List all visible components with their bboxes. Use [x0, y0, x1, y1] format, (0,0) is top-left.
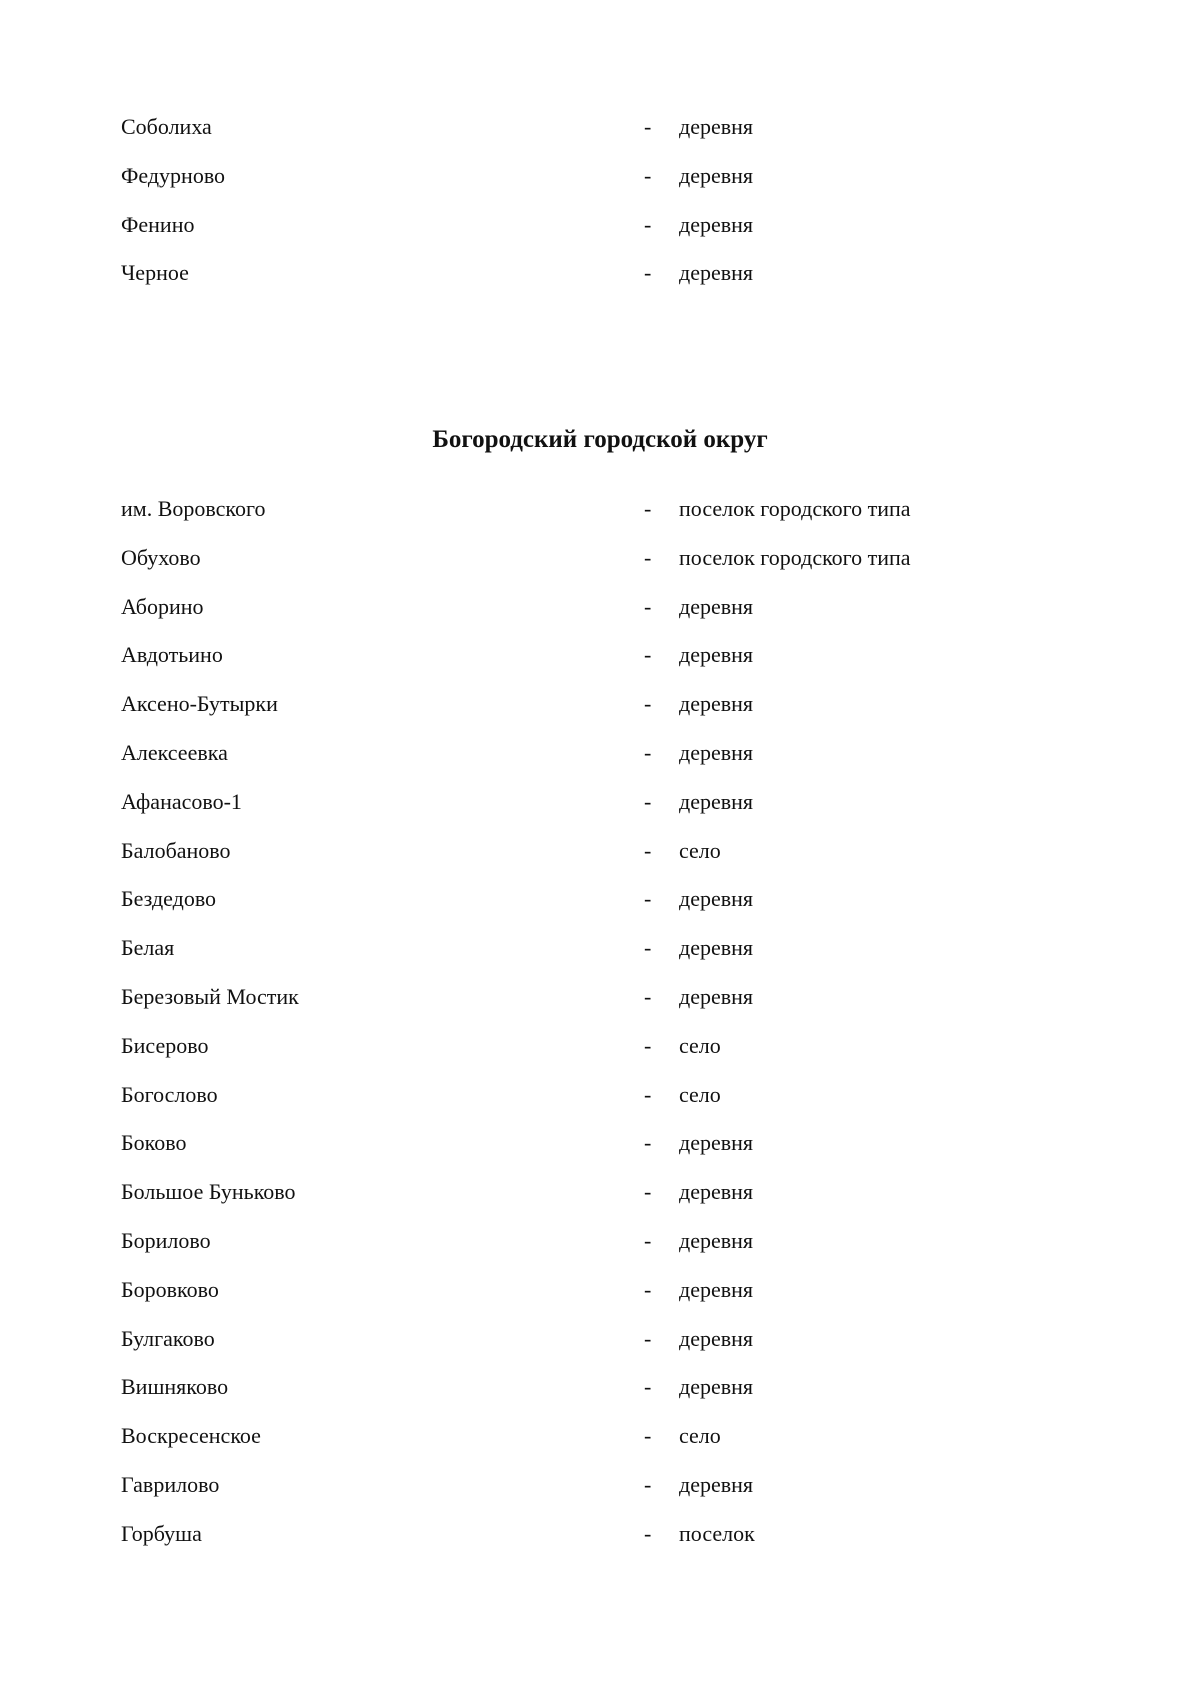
- list-item: [0, 1266, 1200, 1315]
- list-item: [0, 631, 1200, 680]
- settlement-name: Обухово: [121, 544, 201, 570]
- separator-dash: -: [644, 691, 652, 717]
- list-item: [0, 1510, 1200, 1559]
- separator-dash: -: [644, 260, 652, 286]
- settlement-type: поселок: [679, 1520, 755, 1546]
- separator-dash: -: [644, 114, 652, 139]
- settlement-type: деревня: [679, 162, 754, 188]
- list-item: [0, 485, 1200, 534]
- settlement-name: Вишняково: [121, 1374, 229, 1400]
- separator-dash: -: [644, 788, 652, 814]
- settlement-name: Борилово: [121, 1227, 211, 1253]
- settlement-type: деревня: [679, 935, 754, 961]
- list-item: [0, 680, 1200, 729]
- section-heading: Богородский городской округ: [432, 426, 768, 453]
- settlement-name: Алексеевка: [121, 739, 228, 765]
- settlement-name: Аборино: [121, 593, 204, 619]
- settlement-name: Балобаново: [121, 837, 231, 863]
- settlement-type: деревня: [679, 1227, 754, 1253]
- separator-dash: -: [644, 886, 652, 912]
- list-item: [0, 924, 1200, 973]
- separator-dash: -: [644, 1471, 652, 1497]
- separator-dash: -: [644, 935, 652, 961]
- settlement-name: Черное: [121, 260, 189, 286]
- separator-dash: -: [644, 544, 652, 570]
- settlement-type: деревня: [679, 1471, 754, 1497]
- settlement-name: Боровково: [121, 1276, 219, 1302]
- settlement-name: Боково: [121, 1130, 187, 1156]
- settlement-name: Белая: [121, 935, 175, 961]
- list-item: [0, 1363, 1200, 1412]
- settlement-name: Фенино: [121, 211, 195, 237]
- settlement-name: Авдотьино: [121, 642, 223, 668]
- settlement-type: село: [679, 1081, 721, 1107]
- settlement-name: Бисерово: [121, 1032, 209, 1058]
- separator-dash: -: [644, 1374, 652, 1400]
- list-item: [0, 827, 1200, 876]
- separator-dash: -: [644, 1130, 652, 1156]
- settlement-name: Березовый Мостик: [121, 983, 299, 1009]
- list-item: [0, 1022, 1200, 1071]
- list-item: [0, 1315, 1200, 1364]
- settlement-name: Афанасово-1: [121, 788, 242, 814]
- separator-dash: -: [644, 739, 652, 765]
- list-item: [0, 1168, 1200, 1217]
- settlement-name: Большое Буньково: [121, 1179, 296, 1205]
- separator-dash: -: [644, 593, 652, 619]
- settlement-type: деревня: [679, 642, 754, 668]
- separator-dash: -: [644, 1032, 652, 1058]
- settlement-type: деревня: [679, 983, 754, 1009]
- separator-dash: -: [644, 1227, 652, 1253]
- list-item: [0, 1071, 1200, 1120]
- settlement-type: деревня: [679, 739, 754, 765]
- settlement-type: деревня: [679, 1325, 754, 1351]
- separator-dash: -: [644, 837, 652, 863]
- settlement-type: деревня: [679, 1130, 754, 1156]
- settlement-name: им. Воровского: [121, 496, 266, 521]
- settlement-name: Федурново: [121, 162, 226, 188]
- settlement-type: деревня: [679, 114, 754, 139]
- settlement-name: Гаврилово: [121, 1471, 220, 1497]
- list-item: [0, 1217, 1200, 1266]
- list-item: [0, 583, 1200, 632]
- settlement-type: деревня: [679, 593, 754, 619]
- settlement-list-previous: [0, 103, 1200, 298]
- list-item: [0, 249, 1200, 298]
- settlement-name: Булгаково: [121, 1325, 215, 1351]
- settlement-type: деревня: [679, 788, 754, 814]
- separator-dash: -: [644, 1423, 652, 1449]
- list-item: [0, 103, 1200, 152]
- settlement-name: Аксено-Бутырки: [121, 691, 278, 717]
- list-item: [0, 778, 1200, 827]
- list-item: [0, 1461, 1200, 1510]
- settlement-list-bogorodsky: [0, 485, 1200, 1559]
- list-item: [0, 152, 1200, 201]
- settlement-type: село: [679, 1032, 721, 1058]
- settlement-name: Воскресенское: [121, 1423, 261, 1449]
- settlement-type: деревня: [679, 1276, 754, 1302]
- settlement-type: деревня: [679, 691, 754, 717]
- settlement-type: поселок городского типа: [679, 544, 911, 570]
- separator-dash: -: [644, 162, 652, 188]
- separator-dash: -: [644, 1325, 652, 1351]
- separator-dash: -: [644, 1179, 652, 1205]
- settlement-type: деревня: [679, 211, 754, 237]
- separator-dash: -: [644, 211, 652, 237]
- settlement-name: Богослово: [121, 1081, 218, 1107]
- settlement-type: деревня: [679, 886, 754, 912]
- separator-dash: -: [644, 1276, 652, 1302]
- list-item: [0, 875, 1200, 924]
- separator-dash: -: [644, 983, 652, 1009]
- list-item: [0, 973, 1200, 1022]
- separator-dash: -: [644, 642, 652, 668]
- settlement-type: село: [679, 1423, 721, 1449]
- list-item: [0, 1119, 1200, 1168]
- settlement-name: Горбуша: [121, 1520, 202, 1546]
- settlement-type: деревня: [679, 1179, 754, 1205]
- settlement-name: Бездедово: [121, 886, 217, 912]
- list-item: [0, 1412, 1200, 1461]
- list-item: [0, 201, 1200, 250]
- separator-dash: -: [644, 1081, 652, 1107]
- separator-dash: -: [644, 1520, 652, 1546]
- list-item: [0, 534, 1200, 583]
- settlement-type: деревня: [679, 1374, 754, 1400]
- settlement-type: поселок городского типа: [679, 496, 911, 521]
- settlement-type: село: [679, 837, 721, 863]
- settlement-name: Соболиха: [121, 114, 212, 139]
- list-item: [0, 729, 1200, 778]
- settlement-type: деревня: [679, 260, 754, 286]
- separator-dash: -: [644, 496, 652, 521]
